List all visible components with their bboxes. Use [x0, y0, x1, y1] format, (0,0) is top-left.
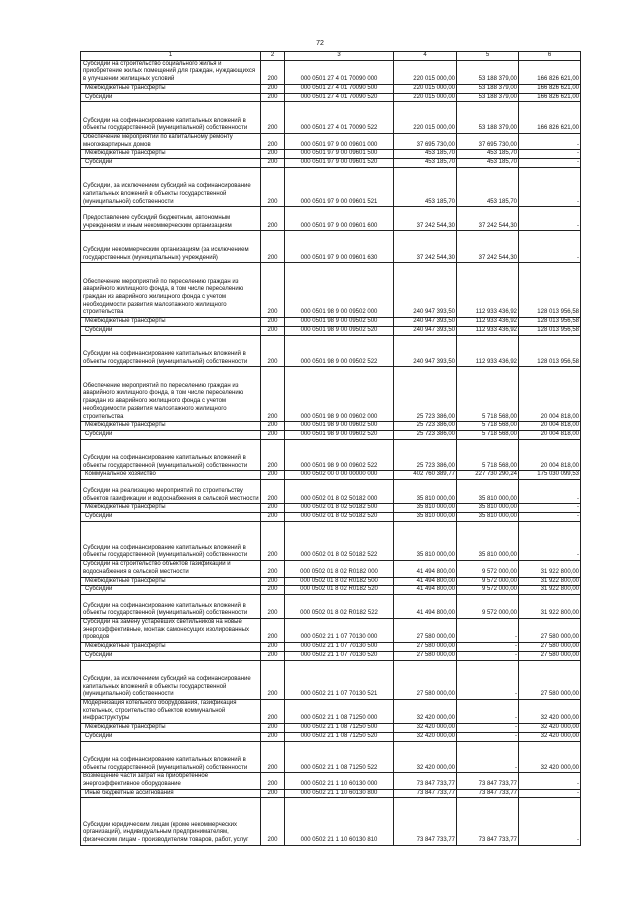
row-name: Субсидии на софинансирование капитальных вложений в объекты государственной (муниципальной) собственности	[81, 439, 261, 471]
row-kbk-code: 000 0501 98 9 00 09602 522	[285, 439, 394, 471]
row-name: Обеспечение мероприятий по переселению граждан из аварийного жилищного фонда, в том числе переселению граждан из аварийного жилищного фонда с учетом необходимости развития малоэтажного жилищного строительства	[81, 367, 261, 422]
unexecuted-amount: 20 004 818,00	[519, 422, 581, 431]
executed-amount: 453 185,70	[457, 167, 519, 207]
row-kbk-code: 000 0502 21 1 08 71250 000	[285, 700, 394, 724]
row-code: 200	[261, 102, 285, 134]
executed-amount: 73 847 733,77	[457, 798, 519, 845]
row-code: 200	[261, 773, 285, 789]
budget-table	[80, 51, 581, 846]
row-name: Субсидии на строительство объектов газификации и водоснабжения в сельской местности	[81, 561, 261, 577]
row-name: Субсидии	[81, 512, 261, 521]
approved-amount: 220 015 000,00	[394, 84, 457, 93]
unexecuted-amount: 27 580 000,00	[519, 643, 581, 652]
approved-amount: 32 420 000,00	[394, 732, 457, 741]
unexecuted-amount: 166 826 621,00	[519, 93, 581, 102]
row-name: Коммунальное хозяйство	[81, 471, 261, 480]
row-name: Субсидии на софинансирование капитальных вложений в объекты государственной (муниципальной) собственности	[81, 594, 261, 618]
row-kbk-code: 000 0502 21 1 10 60130 810	[285, 798, 394, 845]
row-name: Иные бюджетные ассигнования	[81, 789, 261, 798]
row-kbk-code: 000 0501 97 9 00 09601 600	[285, 207, 394, 231]
unexecuted-amount: -	[519, 480, 581, 504]
executed-amount: 5 718 568,00	[457, 430, 519, 439]
row-code: 200	[261, 577, 285, 586]
approved-amount: 453 185,70	[394, 167, 457, 207]
table-row	[81, 335, 581, 367]
row-kbk-code: 000 0502 21 1 08 71250 520	[285, 732, 394, 741]
approved-amount: 32 420 000,00	[394, 741, 457, 773]
executed-amount: 9 572 000,00	[457, 586, 519, 595]
row-code: 200	[261, 60, 285, 84]
table-row	[81, 586, 581, 595]
unexecuted-amount: -	[519, 798, 581, 845]
row-name: Субсидии на замену устаревших светильников на новые энергоэффективные, монтаж самонесущих изолированных проводов	[81, 619, 261, 643]
approved-amount: 41 494 800,00	[394, 594, 457, 618]
row-kbk-code: 000 0502 21 1 08 71250 522	[285, 741, 394, 773]
table-row	[81, 60, 581, 84]
executed-amount: 112 933 436,92	[457, 263, 519, 318]
unexecuted-amount: -	[519, 150, 581, 159]
row-code: 200	[261, 594, 285, 618]
table-row	[81, 651, 581, 660]
row-code: 200	[261, 422, 285, 431]
unexecuted-amount: 166 826 621,00	[519, 84, 581, 93]
table-row	[81, 231, 581, 263]
row-name: Субсидии	[81, 326, 261, 335]
row-kbk-code: 000 0502 01 8 02 50182 520	[285, 512, 394, 521]
row-name: Межбюджетные трансферты	[81, 724, 261, 733]
approved-amount: 27 580 000,00	[394, 660, 457, 700]
approved-amount: 25 723 386,00	[394, 367, 457, 422]
unexecuted-amount: 32 420 000,00	[519, 732, 581, 741]
column-header: 5	[457, 52, 519, 61]
row-code: 200	[261, 512, 285, 521]
table-row	[81, 134, 581, 150]
approved-amount: 220 015 000,00	[394, 60, 457, 84]
row-code: 200	[261, 724, 285, 733]
table-row	[81, 326, 581, 335]
executed-amount: -	[457, 741, 519, 773]
table-row	[81, 700, 581, 724]
unexecuted-amount: 128 013 956,58	[519, 335, 581, 367]
row-code: 200	[261, 521, 285, 561]
executed-amount: 35 810 000,00	[457, 504, 519, 513]
unexecuted-amount: 128 013 956,58	[519, 318, 581, 327]
row-kbk-code: 000 0502 21 1 07 70130 521	[285, 660, 394, 700]
table-row	[81, 318, 581, 327]
table-row	[81, 504, 581, 513]
row-name: Субсидии юридическим лицам (кроме некоммерческих организаций), индивидуальным предпринимателям, физическим лицам - производителям товаров, работ, услуг	[81, 798, 261, 845]
table-row	[81, 263, 581, 318]
row-name: Субсидии, за исключением субсидий на софинансирование капитальных вложений в объекты государственной (муниципальной) собственности	[81, 167, 261, 207]
unexecuted-amount: 31 922 800,00	[519, 586, 581, 595]
row-code: 200	[261, 159, 285, 168]
row-name: Субсидии на софинансирование капитальных вложений в объекты государственной (муниципальной) собственности	[81, 102, 261, 134]
row-name: Межбюджетные трансферты	[81, 84, 261, 93]
table-row	[81, 480, 581, 504]
approved-amount: 35 810 000,00	[394, 480, 457, 504]
table-row	[81, 167, 581, 207]
unexecuted-amount: 32 420 000,00	[519, 724, 581, 733]
row-kbk-code: 000 0502 01 8 02 50182 500	[285, 504, 394, 513]
row-kbk-code: 000 0501 98 9 00 09602 500	[285, 422, 394, 431]
row-code: 200	[261, 651, 285, 660]
unexecuted-amount: 31 922 800,00	[519, 561, 581, 577]
table-row	[81, 798, 581, 845]
table-row	[81, 521, 581, 561]
row-name: Возмещение части затрат на приобретенное энергоэффективное оборудование	[81, 773, 261, 789]
table-row	[81, 561, 581, 577]
approved-amount: 220 015 000,00	[394, 102, 457, 134]
table-row	[81, 594, 581, 618]
unexecuted-amount: -	[519, 159, 581, 168]
executed-amount: -	[457, 700, 519, 724]
approved-amount: 32 420 000,00	[394, 700, 457, 724]
page-number: 72	[316, 40, 324, 47]
row-code: 200	[261, 430, 285, 439]
executed-amount: 73 847 733,77	[457, 789, 519, 798]
approved-amount: 453 185,70	[394, 150, 457, 159]
approved-amount: 27 580 000,00	[394, 643, 457, 652]
table-row	[81, 660, 581, 700]
table-row	[81, 439, 581, 471]
table-row	[81, 367, 581, 422]
executed-amount: 5 718 568,00	[457, 439, 519, 471]
table-row	[81, 741, 581, 773]
executed-amount: 53 188 379,00	[457, 84, 519, 93]
table-row	[81, 732, 581, 741]
row-code: 200	[261, 504, 285, 513]
row-kbk-code: 000 0501 27 4 01 70090 520	[285, 93, 394, 102]
unexecuted-amount: 27 580 000,00	[519, 651, 581, 660]
executed-amount: -	[457, 732, 519, 741]
approved-amount: 402 760 389,77	[394, 471, 457, 480]
row-name: Модернизация котельного оборудования, газификация котельных, строительство объектов коммунальной инфраструктуры	[81, 700, 261, 724]
unexecuted-amount: 27 580 000,00	[519, 619, 581, 643]
unexecuted-amount: 20 004 818,00	[519, 430, 581, 439]
approved-amount: 220 015 000,00	[394, 93, 457, 102]
executed-amount: 37 695 730,00	[457, 134, 519, 150]
row-name: Субсидии некоммерческим организациям (за исключением государственных (муниципальных) учреждений)	[81, 231, 261, 263]
row-kbk-code: 000 0501 98 9 00 09502 000	[285, 263, 394, 318]
executed-amount: 35 810 000,00	[457, 512, 519, 521]
row-name: Субсидии	[81, 732, 261, 741]
approved-amount: 453 185,70	[394, 159, 457, 168]
unexecuted-amount: 166 826 621,00	[519, 102, 581, 134]
approved-amount: 41 494 800,00	[394, 561, 457, 577]
executed-amount: 53 188 379,00	[457, 93, 519, 102]
executed-amount: 35 810 000,00	[457, 521, 519, 561]
column-header: 2	[261, 52, 285, 61]
executed-amount: 227 730 290,24	[457, 471, 519, 480]
table-row	[81, 471, 581, 480]
row-code: 200	[261, 207, 285, 231]
executed-amount: 9 572 000,00	[457, 594, 519, 618]
row-kbk-code: 000 0501 27 4 01 70090 000	[285, 60, 394, 84]
row-kbk-code: 000 0501 98 9 00 09602 000	[285, 367, 394, 422]
approved-amount: 41 494 800,00	[394, 577, 457, 586]
table-row	[81, 422, 581, 431]
unexecuted-amount: 166 826 621,00	[519, 60, 581, 84]
approved-amount: 37 695 730,00	[394, 134, 457, 150]
row-kbk-code: 000 0502 01 8 02 R0182 520	[285, 586, 394, 595]
row-name: Субсидии на софинансирование капитальных вложений в объекты государственной (муниципальной) собственности	[81, 335, 261, 367]
executed-amount: 112 933 436,92	[457, 326, 519, 335]
approved-amount: 25 723 386,00	[394, 430, 457, 439]
row-code: 200	[261, 700, 285, 724]
row-kbk-code: 000 0501 98 9 00 09502 520	[285, 326, 394, 335]
unexecuted-amount: -	[519, 504, 581, 513]
row-code: 200	[261, 335, 285, 367]
unexecuted-amount: -	[519, 167, 581, 207]
approved-amount: 73 847 733,77	[394, 773, 457, 789]
approved-amount: 25 723 386,00	[394, 439, 457, 471]
approved-amount: 35 810 000,00	[394, 504, 457, 513]
row-code: 200	[261, 561, 285, 577]
row-code: 200	[261, 231, 285, 263]
unexecuted-amount: -	[519, 773, 581, 789]
row-name: Межбюджетные трансферты	[81, 318, 261, 327]
row-name: Субсидии, за исключением субсидий на софинансирование капитальных вложений в объекты государственной (муниципальной) собственности	[81, 660, 261, 700]
row-code: 200	[261, 798, 285, 845]
unexecuted-amount: -	[519, 521, 581, 561]
row-code: 200	[261, 732, 285, 741]
row-kbk-code: 000 0502 21 1 07 70130 520	[285, 651, 394, 660]
approved-amount: 25 723 386,00	[394, 422, 457, 431]
row-kbk-code: 000 0502 01 8 02 R0182 522	[285, 594, 394, 618]
row-kbk-code: 000 0501 97 9 00 09601 520	[285, 159, 394, 168]
unexecuted-amount: 32 420 000,00	[519, 741, 581, 773]
row-name: Субсидии	[81, 430, 261, 439]
row-code: 200	[261, 643, 285, 652]
table-row	[81, 207, 581, 231]
unexecuted-amount: -	[519, 512, 581, 521]
executed-amount: 73 847 733,77	[457, 773, 519, 789]
row-kbk-code: 000 0502 00 0 00 00000 000	[285, 471, 394, 480]
unexecuted-amount: -	[519, 134, 581, 150]
executed-amount: 37 242 544,30	[457, 231, 519, 263]
row-name: Субсидии на софинансирование капитальных вложений в объекты государственной (муниципальной) собственности	[81, 741, 261, 773]
table-row	[81, 577, 581, 586]
executed-amount: 5 718 568,00	[457, 422, 519, 431]
row-kbk-code: 000 0502 21 1 10 60130 000	[285, 773, 394, 789]
row-kbk-code: 000 0502 21 1 07 70130 500	[285, 643, 394, 652]
table-row	[81, 619, 581, 643]
column-header: 6	[519, 52, 581, 61]
row-name: Межбюджетные трансферты	[81, 504, 261, 513]
approved-amount: 73 847 733,77	[394, 789, 457, 798]
row-kbk-code: 000 0502 01 8 02 R0182 500	[285, 577, 394, 586]
row-name: Субсидии на реализацию мероприятий по строительству объектов газификации и водоснабжения в сельской местности	[81, 480, 261, 504]
table-row	[81, 512, 581, 521]
row-code: 200	[261, 586, 285, 595]
row-kbk-code: 000 0501 27 4 01 70090 522	[285, 102, 394, 134]
table-row	[81, 430, 581, 439]
row-name: Обеспечение мероприятий по капитальному ремонту многоквартирных домов	[81, 134, 261, 150]
unexecuted-amount: 31 922 800,00	[519, 594, 581, 618]
executed-amount: 5 718 568,00	[457, 367, 519, 422]
unexecuted-amount: 128 013 956,58	[519, 326, 581, 335]
row-kbk-code: 000 0502 01 8 02 50182 000	[285, 480, 394, 504]
approved-amount: 73 847 733,77	[394, 798, 457, 845]
column-header: 1	[81, 52, 261, 61]
row-kbk-code: 000 0502 21 1 10 60130 800	[285, 789, 394, 798]
table-row	[81, 643, 581, 652]
row-kbk-code: 000 0502 21 1 07 70130 000	[285, 619, 394, 643]
unexecuted-amount: 20 004 818,00	[519, 439, 581, 471]
row-name: Субсидии на строительство социального жилья и приобретение жилых помещений для граждан, нуждающихся в улучшении жилищных условий	[81, 60, 261, 84]
approved-amount: 240 947 393,50	[394, 318, 457, 327]
table-row	[81, 84, 581, 93]
column-header: 4	[394, 52, 457, 61]
row-name: Субсидии	[81, 651, 261, 660]
row-kbk-code: 000 0501 98 9 00 09602 520	[285, 430, 394, 439]
table-row	[81, 724, 581, 733]
row-code: 200	[261, 471, 285, 480]
row-code: 200	[261, 150, 285, 159]
approved-amount: 35 810 000,00	[394, 512, 457, 521]
row-kbk-code: 000 0501 97 9 00 09601 000	[285, 134, 394, 150]
unexecuted-amount: 20 004 818,00	[519, 367, 581, 422]
row-code: 200	[261, 480, 285, 504]
row-name: Межбюджетные трансферты	[81, 577, 261, 586]
row-name: Субсидии	[81, 159, 261, 168]
executed-amount: -	[457, 724, 519, 733]
executed-amount: 453 185,70	[457, 150, 519, 159]
row-kbk-code: 000 0502 21 1 08 71250 500	[285, 724, 394, 733]
row-code: 200	[261, 367, 285, 422]
row-kbk-code: 000 0501 27 4 01 70090 500	[285, 84, 394, 93]
unexecuted-amount: 27 580 000,00	[519, 660, 581, 700]
row-kbk-code: 000 0502 01 8 02 R0182 000	[285, 561, 394, 577]
row-code: 200	[261, 660, 285, 700]
row-name: Субсидии	[81, 586, 261, 595]
executed-amount: 53 188 379,00	[457, 102, 519, 134]
row-code: 200	[261, 93, 285, 102]
header-row	[81, 52, 581, 61]
row-name: Субсидии на софинансирование капитальных вложений в объекты государственной (муниципальной) собственности	[81, 521, 261, 561]
executed-amount: -	[457, 660, 519, 700]
executed-amount: -	[457, 643, 519, 652]
row-code: 200	[261, 741, 285, 773]
row-kbk-code: 000 0501 98 9 00 09502 500	[285, 318, 394, 327]
executed-amount: 9 572 000,00	[457, 577, 519, 586]
executed-amount: -	[457, 651, 519, 660]
row-code: 200	[261, 84, 285, 93]
approved-amount: 240 947 393,50	[394, 335, 457, 367]
row-name: Межбюджетные трансферты	[81, 150, 261, 159]
approved-amount: 41 494 800,00	[394, 586, 457, 595]
unexecuted-amount: -	[519, 207, 581, 231]
row-name: Предоставление субсидий бюджетным, автономным учреждениям и иным некоммерческим организациям	[81, 207, 261, 231]
row-kbk-code: 000 0501 97 9 00 09601 500	[285, 150, 394, 159]
table-row	[81, 93, 581, 102]
executed-amount: 9 572 000,00	[457, 561, 519, 577]
unexecuted-amount: 128 013 956,58	[519, 263, 581, 318]
unexecuted-amount: -	[519, 231, 581, 263]
row-kbk-code: 000 0501 97 9 00 09601 630	[285, 231, 394, 263]
row-name: Обеспечение мероприятий по переселению граждан из аварийного жилищного фонда, в том числе переселению граждан из аварийного жилищного фонда с учетом необходимости развития малоэтажного жилищного строительства	[81, 263, 261, 318]
unexecuted-amount: 32 420 000,00	[519, 700, 581, 724]
table-row	[81, 159, 581, 168]
table-body	[81, 60, 581, 845]
row-code: 200	[261, 134, 285, 150]
row-code: 200	[261, 167, 285, 207]
executed-amount: 453 185,70	[457, 159, 519, 168]
executed-amount: 53 188 379,00	[457, 60, 519, 84]
approved-amount: 27 580 000,00	[394, 619, 457, 643]
table-row	[81, 102, 581, 134]
row-code: 200	[261, 439, 285, 471]
table-row	[81, 150, 581, 159]
unexecuted-amount: -	[519, 789, 581, 798]
table-row	[81, 773, 581, 789]
approved-amount: 37 242 544,30	[394, 231, 457, 263]
unexecuted-amount: 31 922 800,00	[519, 577, 581, 586]
row-code: 200	[261, 318, 285, 327]
row-code: 200	[261, 619, 285, 643]
approved-amount: 240 947 393,50	[394, 326, 457, 335]
row-name: Межбюджетные трансферты	[81, 422, 261, 431]
unexecuted-amount: 175 030 099,53	[519, 471, 581, 480]
approved-amount: 35 810 000,00	[394, 521, 457, 561]
executed-amount: -	[457, 619, 519, 643]
row-code: 200	[261, 263, 285, 318]
row-kbk-code: 000 0502 01 8 02 50182 522	[285, 521, 394, 561]
approved-amount: 37 242 544,30	[394, 207, 457, 231]
column-header: 3	[285, 52, 394, 61]
executed-amount: 112 933 436,92	[457, 335, 519, 367]
row-kbk-code: 000 0501 97 9 00 09601 521	[285, 167, 394, 207]
table-row	[81, 789, 581, 798]
row-name: Субсидии	[81, 93, 261, 102]
row-name: Межбюджетные трансферты	[81, 643, 261, 652]
row-code: 200	[261, 326, 285, 335]
executed-amount: 37 242 544,30	[457, 207, 519, 231]
row-code: 200	[261, 789, 285, 798]
executed-amount: 35 810 000,00	[457, 480, 519, 504]
row-kbk-code: 000 0501 98 9 00 09502 522	[285, 335, 394, 367]
approved-amount: 32 420 000,00	[394, 724, 457, 733]
approved-amount: 27 580 000,00	[394, 651, 457, 660]
approved-amount: 240 947 393,50	[394, 263, 457, 318]
executed-amount: 112 933 436,92	[457, 318, 519, 327]
